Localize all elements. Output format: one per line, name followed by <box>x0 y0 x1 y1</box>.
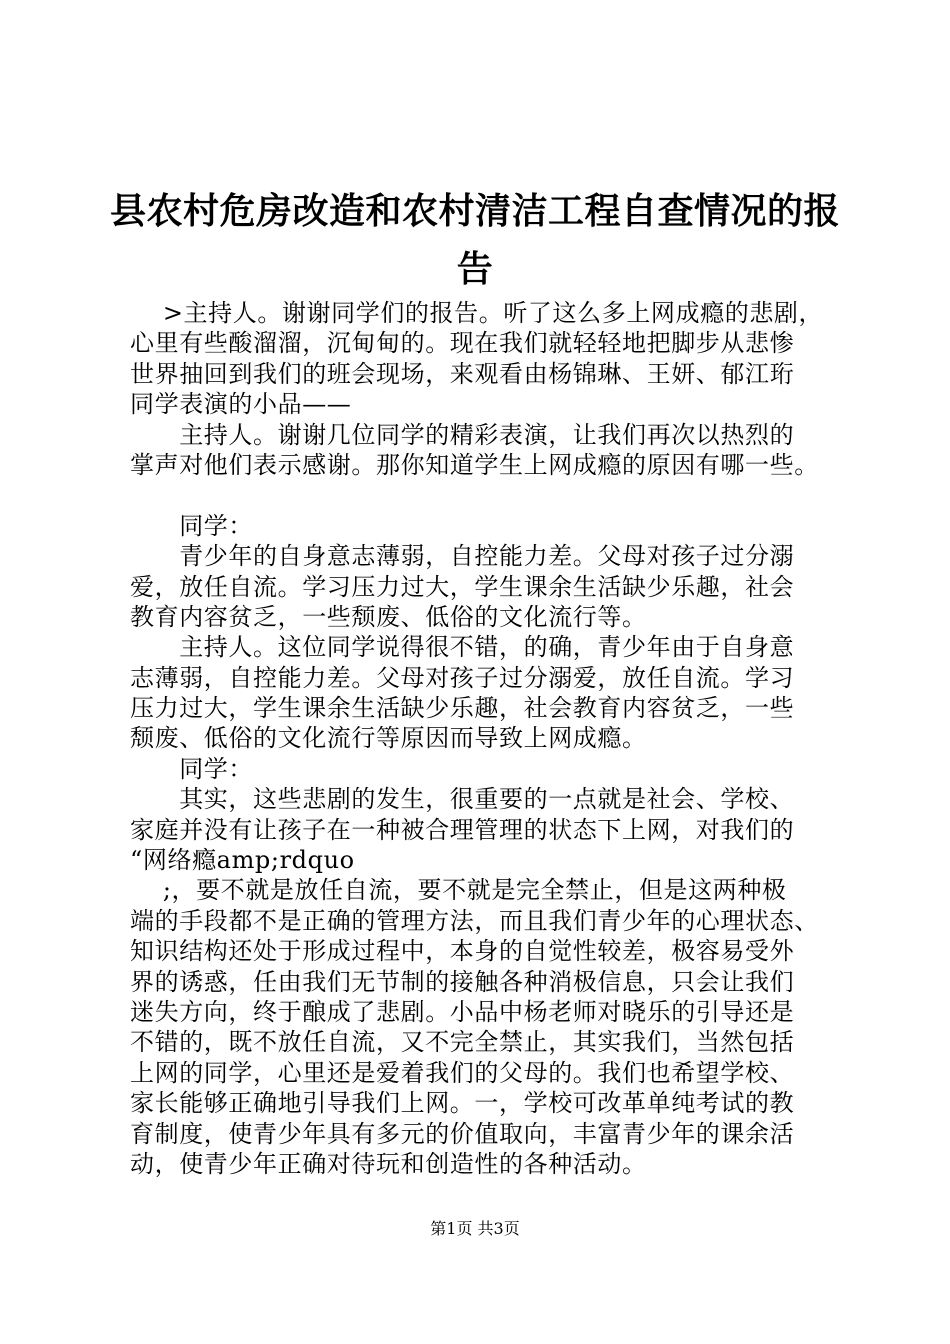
body-line: >主持人。谢谢同学们的报告。听了这么多上网成瘾的悲剧， <box>130 299 824 327</box>
document-title: 县农村危房改造和农村清洁工程自查情况的报 <box>109 190 840 232</box>
document-body <box>130 298 850 1179</box>
body-line: 知识结构还处于形成过程中，本身的自觉性较差，极容易受外 <box>130 937 795 966</box>
body-line: 家庭并没有让孩子在一种被合理管理的状态下上网，对我们的 <box>130 815 795 844</box>
page-footer: 第1页 共3页 <box>430 1219 520 1238</box>
document-title-continued: 告 <box>456 248 494 290</box>
body-line: 主持人。谢谢几位同学的精彩表演，让我们再次以热烈的 <box>130 420 795 449</box>
body-line: 动，使青少年正确对待玩和创造性的各种活动。 <box>130 1149 647 1178</box>
body-line: 同学： <box>130 511 253 540</box>
body-line: 世界抽回到我们的班会现场，来观看由杨锦琳、王妍、郁江珩 <box>130 359 795 388</box>
body-line: 端的手段都不是正确的管理方法，而且我们青少年的心理状态、 <box>130 906 819 935</box>
body-line: 心里有些酸溜溜，沉甸甸的。现在我们就轻轻地把脚步从悲惨 <box>130 329 795 358</box>
body-line <box>130 480 850 510</box>
body-line: 志薄弱，自控能力差。父母对孩子过分溺爱，放任自流。学习 <box>130 663 795 692</box>
body-line: 掌声对他们表示感谢。那你知道学生上网成瘾的原因有哪一些。 <box>130 450 819 479</box>
body-line: 界的诱惑，任由我们无节制的接触各种消极信息，只会让我们 <box>130 967 795 996</box>
body-line: 上网的同学，心里还是爱着我们的父母的。我们也希望学校、 <box>130 1058 795 1087</box>
body-line: 不错的，既不放任自流，又不完全禁止，其实我们，当然包括 <box>130 1028 795 1057</box>
body-line: 育制度，使青少年具有多元的价值取向，丰富青少年的课余活 <box>130 1119 795 1148</box>
body-line: ;，要不就是放任自流，要不就是完全禁止，但是这两种极 <box>130 876 787 905</box>
body-line: 同学： <box>130 754 253 783</box>
body-line: 迷失方向，终于酿成了悲剧。小品中杨老师对晓乐的引导还是 <box>130 997 795 1026</box>
body-line: 同学表演的小品—— <box>130 390 352 419</box>
body-line: “网络瘾amp;rdquo <box>130 846 355 875</box>
body-line: 主持人。这位同学说得很不错，的确，青少年由于自身意 <box>130 633 795 662</box>
body-line: 颓废、低俗的文化流行等原因而导致上网成瘾。 <box>130 724 647 753</box>
body-line: 爱，放任自流。学习压力过大，学生课余生活缺少乐趣，社会 <box>130 572 795 601</box>
body-line: 其实，这些悲剧的发生，很重要的一点就是社会、学校、 <box>130 785 795 814</box>
body-line: 压力过大，学生课余生活缺少乐趣，社会教育内容贫乏，一些 <box>130 694 795 723</box>
body-line: 青少年的自身意志薄弱，自控能力差。父母对孩子过分溺 <box>130 542 795 571</box>
body-line: 教育内容贫乏，一些颓废、低俗的文化流行等。 <box>130 602 647 631</box>
body-line: 家长能够正确地引导我们上网。一，学校可改革单纯考试的教 <box>130 1089 795 1118</box>
